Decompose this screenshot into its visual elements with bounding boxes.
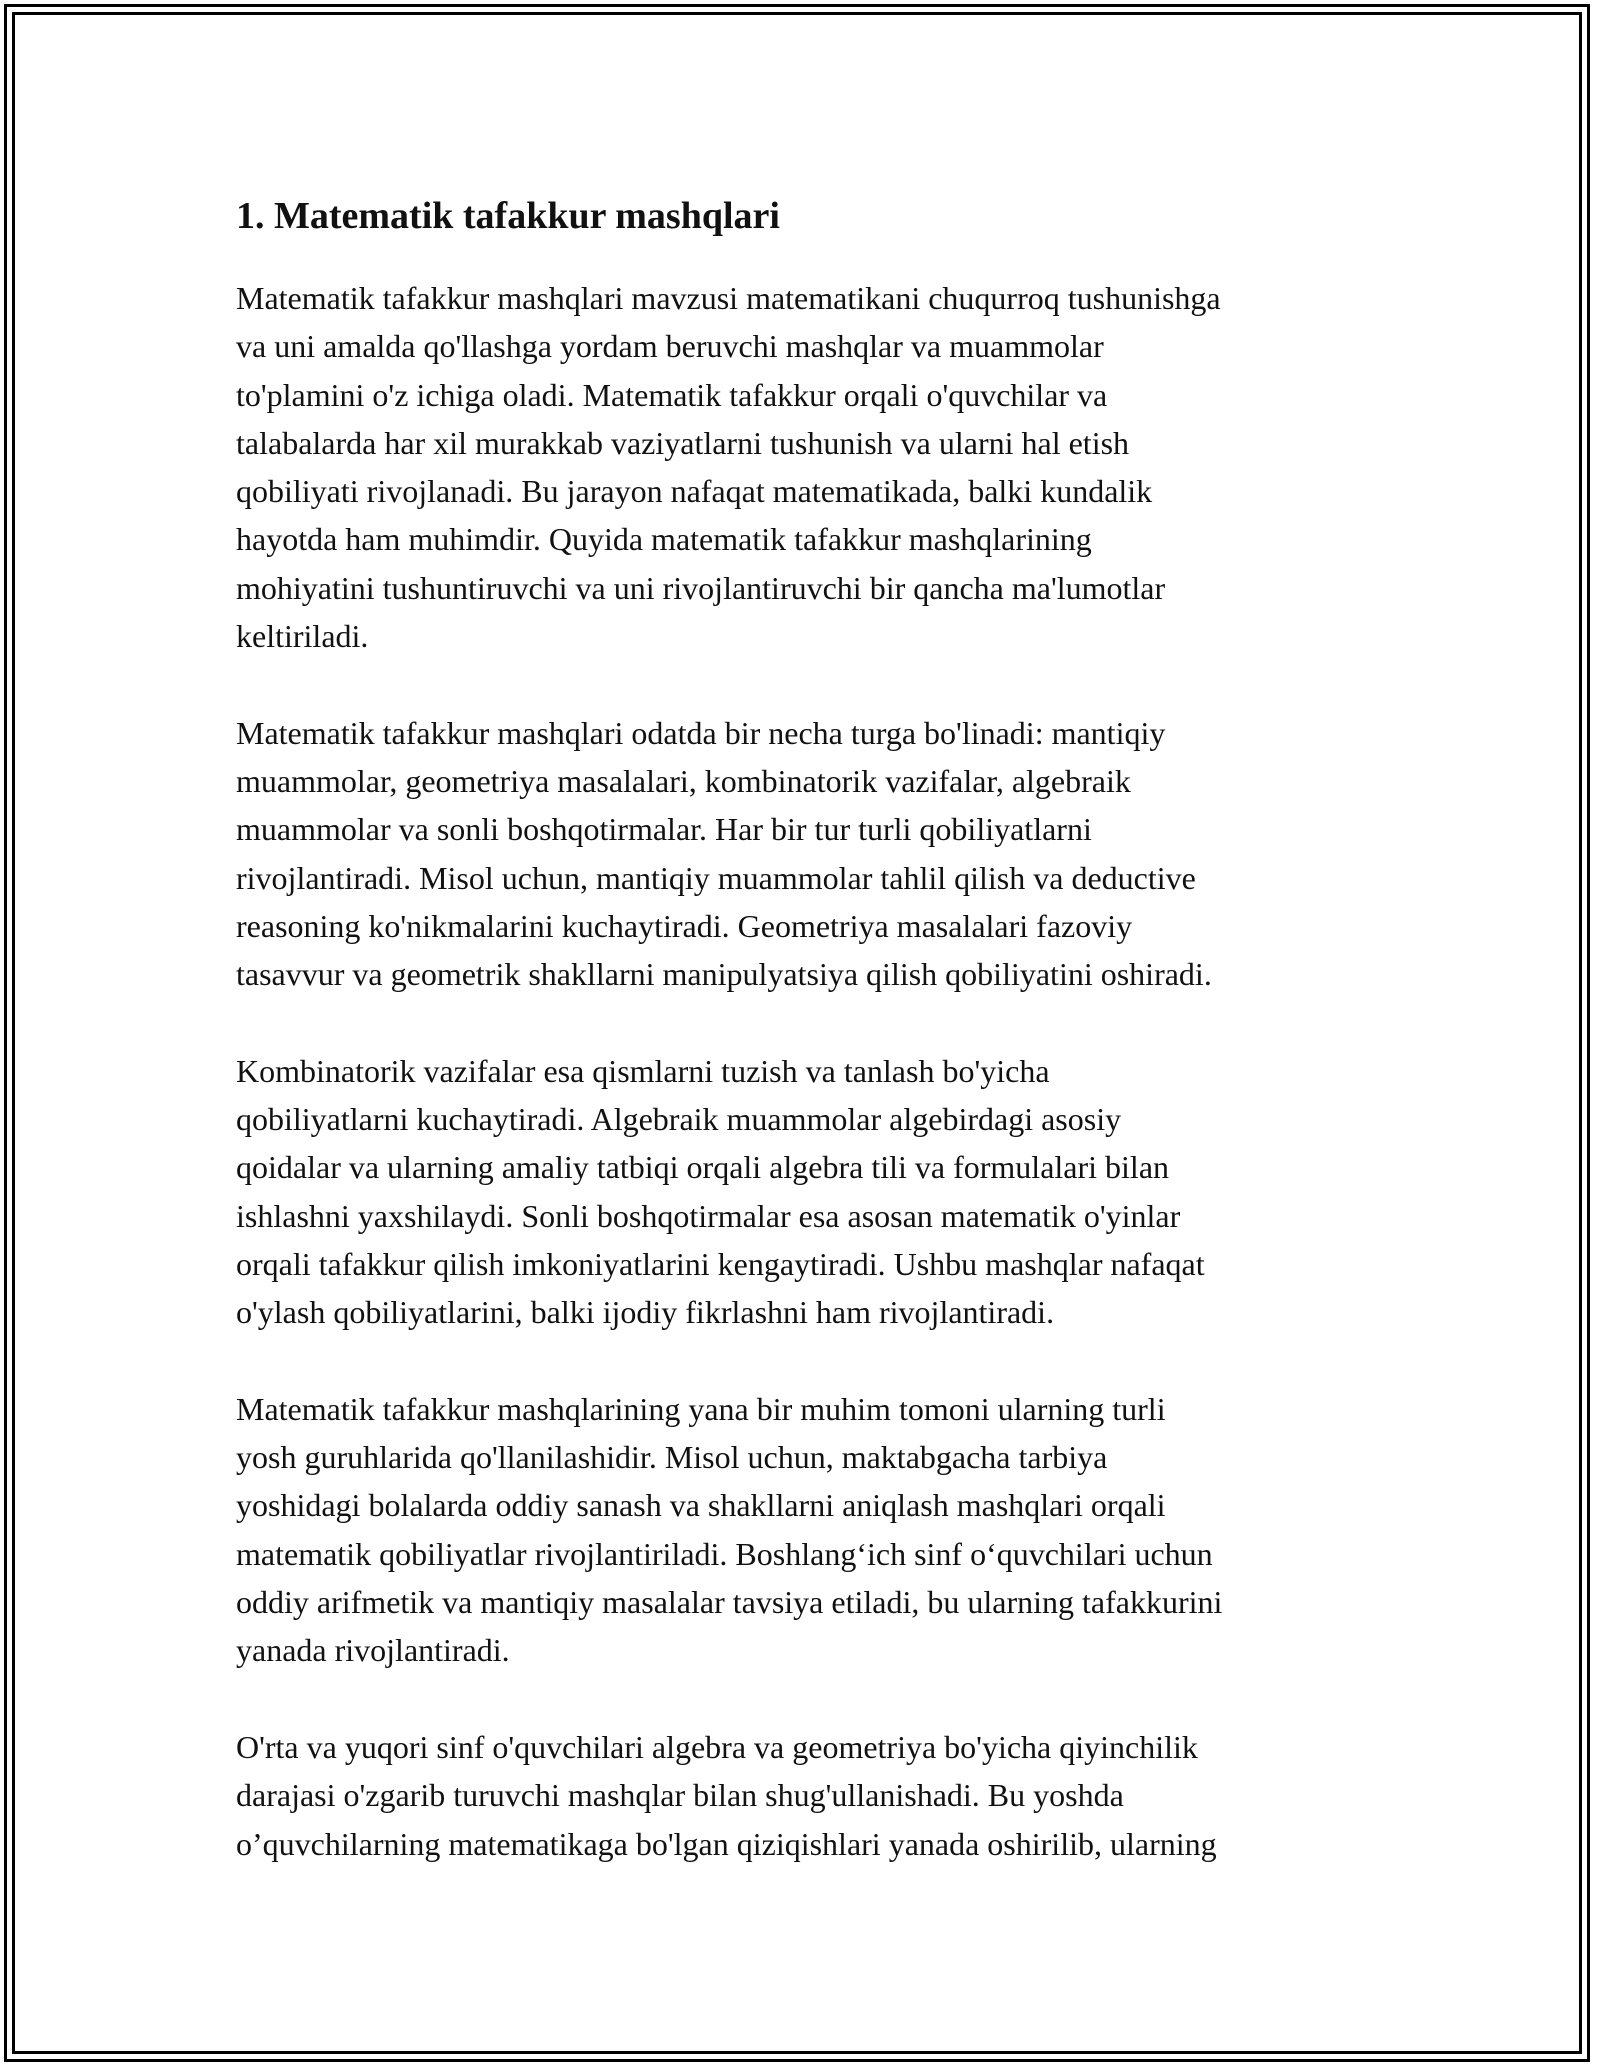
text-line: yanada rivojlantiradi. [236, 1632, 510, 1669]
text-line: qobiliyati rivojlanadi. Bu jarayon nafaqat matematikada, balki kundalik [236, 473, 1153, 510]
text-line: orqali tafakkur qilish imkoniyatlarini kengaytiradi. Ushbu mashqlar nafaqat [236, 1245, 1205, 1282]
text-line: Matematik tafakkur mashqlari odatda bir necha turga bo'linadi: mantiqiy [236, 714, 1166, 751]
text-line: matematik qobiliyatlar rivojlantiriladi. Boshlang‘ich sinf o‘quvchilari uchun [236, 1535, 1213, 1572]
text-line: reasoning ko'nikmalarini kuchaytiradi. Geometriya masalalari fazoviy [236, 907, 1133, 944]
paragraph-2 [236, 709, 1376, 999]
text-line: yosh guruhlarida qo'llanilashidir. Misol uchun, maktabgacha tarbiya [236, 1439, 1108, 1476]
section-heading: 1. Matematik tafakkur mashqlari [236, 195, 780, 237]
paragraph-4 [236, 1385, 1376, 1675]
paragraph-1 [236, 274, 1376, 660]
paragraph-list [236, 274, 1376, 1868]
text-line: o'ylash qobiliyatlarini, balki ijodiy fikrlashni ham rivojlantiradi. [236, 1294, 1055, 1331]
text-line: va uni amalda qo'llashga yordam beruvchi mashqlar va muammolar [236, 328, 1104, 365]
text-line: keltiriladi. [236, 618, 369, 655]
paragraph-3 [236, 1047, 1376, 1337]
text-line: mohiyatini tushuntiruvchi va uni rivojlantiruvchi bir qancha ma'lumotlar [236, 569, 1166, 606]
text-line: Kombinatorik vazifalar esa qismlarni tuzish va tanlash bo'yicha [236, 1052, 1050, 1089]
text-line: talabalarda har xil murakkab vaziyatlarni tushunish va ularni hal etish [236, 424, 1130, 461]
text-line: hayotda ham muhimdir. Quyida matematik tafakkur mashqlarining [236, 521, 1092, 558]
text-line: muammolar va sonli boshqotirmalar. Har bir tur turli qobiliyatlarni [236, 811, 1092, 848]
document-body [236, 188, 1376, 1916]
text-line: qobiliyatlarni kuchaytiradi. Algebraik muammolar algebirdagi asosiy [236, 1101, 1122, 1138]
text-line: oddiy arifmetik va mantiqiy masalalar tavsiya etiladi, bu ularning tafakkurini [236, 1584, 1223, 1621]
text-line: tasavvur va geometrik shakllarni manipulyatsiya qilish qobiliyatini oshiradi. [236, 956, 1212, 993]
paragraph-5 [236, 1723, 1376, 1868]
text-line: yoshidagi bolalarda oddiy sanash va shakllarni aniqlash mashqlari orqali [236, 1487, 1166, 1524]
text-line: o’quvchilarning matematikaga bo'lgan qiziqishlari yanada oshirilib, ularning [236, 1825, 1217, 1862]
text-line: Matematik tafakkur mashqlari mavzusi matematikani chuqurroq tushunishga [236, 280, 1221, 316]
text-line: Matematik tafakkur mashqlarining yana bir muhim tomoni ularning turli [236, 1390, 1166, 1427]
text-line: muammolar, geometriya masalalari, kombinatorik vazifalar, algebraik [236, 762, 1131, 799]
text-line: ishlashni yaxshilaydi. Sonli boshqotirmalar esa asosan matematik o'yinlar [236, 1197, 1181, 1234]
text-line: qoidalar va ularning amaliy tatbiqi orqali algebra tili va formulalari bilan [236, 1149, 1170, 1186]
text-line: O'rta va yuqori sinf o'quvchilari algebra va geometriya bo'yicha qiyinchilik [236, 1728, 1198, 1765]
text-line: to'plamini o'z ichiga oladi. Matematik tafakkur orqali o'quvchilar va [236, 376, 1108, 413]
text-line: rivojlantiradi. Misol uchun, mantiqiy muammolar tahlil qilish va deductive [236, 859, 1196, 896]
text-line: darajasi o'zgarib turuvchi mashqlar bilan shug'ullanishadi. Bu yoshda [236, 1777, 1124, 1814]
